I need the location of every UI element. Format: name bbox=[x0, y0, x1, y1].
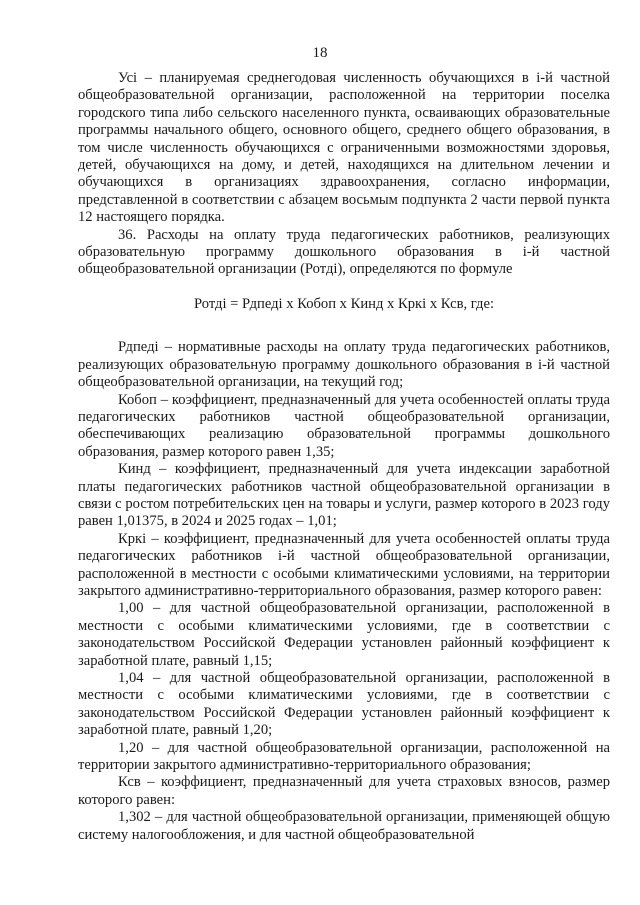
paragraph-ksv-value-1-302: 1,302 – для частной общеобразовательной организации, применяющей общую систему налогообложения, и для частной общеобразовательной bbox=[78, 809, 610, 843]
paragraph-krk-value-1-20: 1,20 – для частной общеобразовательной организации, расположенной на территории закрытого административно-территориального образования; bbox=[78, 739, 610, 774]
paragraph-krk-value-1-00: 1,00 – для частной общеобразовательной организации, расположенной в местности с особыми климатическими условиями, где в соответствии с законодательством Российской Федерации установлен районный коэффициент к заработной плате, равный 1,15; bbox=[78, 600, 610, 669]
page-number: 18 bbox=[312, 45, 328, 61]
paragraph-krk-definition: Кркi – коэффициент, предназначенный для учета особенностей оплаты труда педагогических работников і-й частной общеобразовательной организации, расположенной в местности с особыми климатическими условиями, на территории закрытого административно-территориального образования, размер которого равен: bbox=[78, 530, 610, 599]
paragraph-kind-definition: Кинд – коэффициент, предназначенный для учета индексации заработной платы педагогических работников частной общеобразовательной организации в связи с ростом потребительских цен на товары и услуги, размер которого в 2023 году равен 1,01375, в 2024 и 2025 годах – 1,01; bbox=[78, 461, 610, 530]
document-body bbox=[78, 70, 610, 844]
paragraph-rdped-definition: Рдпедi – нормативные расходы на оплату труда педагогических работников, реализующих образовательную программу дошкольного образования в і-й частной общеобразовательной организации, на текущий год; bbox=[78, 339, 610, 391]
paragraph-ksv-definition: Ксв – коэффициент, предназначенный для учета страховых взносов, размер которого равен: bbox=[78, 774, 610, 808]
paragraph-krk-value-1-04: 1,04 – для частной общеобразовательной организации, расположенной в местности с особыми климатическими условиями, где в соответствии с законодательством Российской Федерации установлен районный коэффициент к заработной плате, равный 1,20; bbox=[78, 670, 610, 739]
paragraph-kobop-definition: Кобоп – коэффициент, предназначенный для учета особенностей оплаты труда педагогических работников частной общеобразовательной организации, обеспечивающих реализацию образовательной программы дошкольного образования, размер которого равен 1,35; bbox=[78, 391, 610, 460]
paragraph-usi-definition: Усі – планируемая среднегодовая численность обучающихся в і-й частной общеобразовательной организации, расположенной на территории поселка городского типа либо сельского населенного пункта, осваивающих образовательные программы начального общего, основного общего, среднего общего образования, в том числе численность обучающихся с ограниченными возможностями здоровья, детей, обучающихся на дому, и детей, находящихся на длительном лечении и обучающихся в организациях здравоохранения, согласно информации, представленной в соответствии с абзацем восьмым подпункта 2 части первой пункта 12 настоящего порядка. bbox=[78, 70, 610, 226]
formula: Ротдi = Рдпедi х Кобоп х Кинд х Кркi х Ксв, где: bbox=[193, 295, 495, 312]
paragraph-clause-36: 36. Расходы на оплату труда педагогических работников, реализующих образовательную программу дошкольного образования в і-й частной общеобразовательной организации (Ротдi), определяются по формуле bbox=[78, 226, 610, 278]
